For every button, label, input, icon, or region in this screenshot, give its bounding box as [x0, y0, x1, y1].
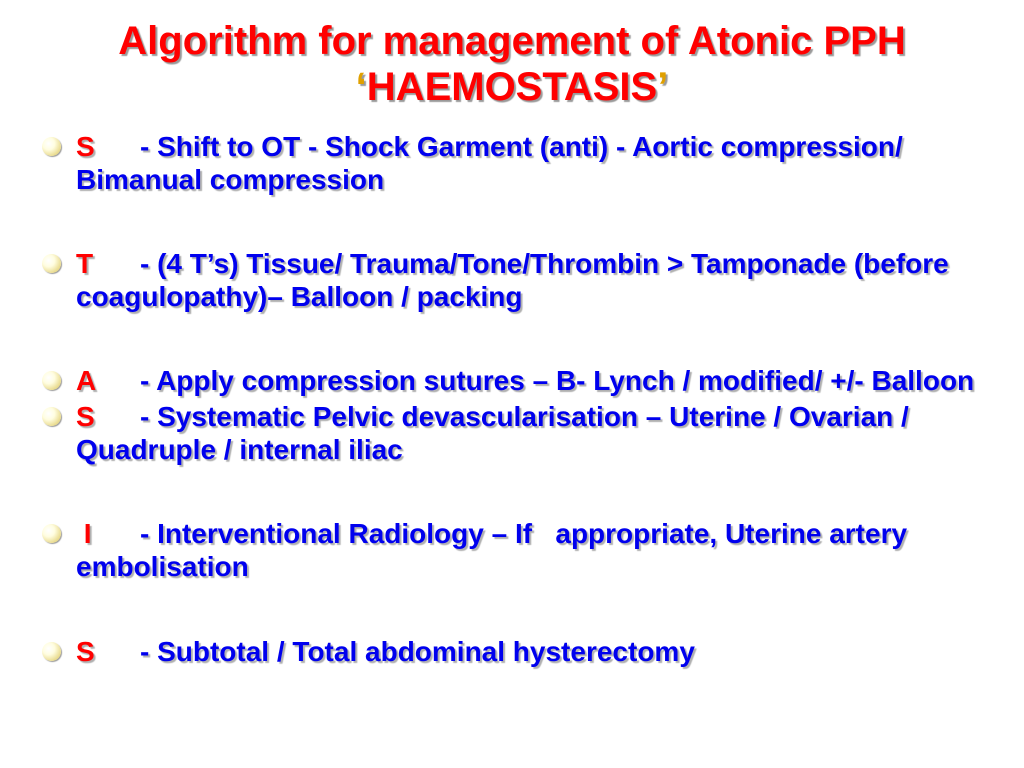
- bullet-letter: S: [76, 131, 95, 162]
- bullet-list: [42, 130, 982, 668]
- bullet-item-tamponade: [42, 247, 982, 313]
- bullet-text: - Systematic Pelvic devascularisation – Uterine / Ovarian / Quadruple / internal iliac: [76, 401, 909, 465]
- bullet-letter: A: [76, 365, 97, 396]
- bullet-text: - Apply compression sutures – B- Lynch / modified/ +/- Balloon: [140, 365, 975, 396]
- title-line-1: Algorithm for management of Atonic PPH: [118, 19, 906, 63]
- bullet-dot-icon: [42, 371, 61, 390]
- bullet-text: - (4 T’s) Tissue/ Trauma/Tone/Thrombin > Tamponade (before coagulopathy)– Balloon / packing: [76, 248, 949, 312]
- slide-title: [0, 18, 1024, 110]
- bullet-item-hysterectomy: [42, 635, 982, 668]
- bullet-text: - Shift to OT - Shock Garment (anti) - Aortic compression/ Bimanual compression: [76, 131, 903, 195]
- title-haemostasis: HAEMOSTASIS: [366, 65, 658, 109]
- bullet-dot-icon: [42, 407, 61, 426]
- bullet-letter: I: [76, 518, 92, 549]
- bullet-dot-icon: [42, 642, 61, 661]
- bullet-letter: S: [76, 636, 95, 667]
- bullet-dot-icon: [42, 254, 61, 273]
- bullet-item-shift: [42, 130, 982, 196]
- bullet-dot-icon: [42, 137, 61, 156]
- bullet-letter: T: [76, 248, 94, 279]
- title-quote-open: ‘: [355, 65, 367, 109]
- bullet-text: - Subtotal / Total abdominal hysterectomy: [140, 636, 695, 667]
- bullet-item-devascularisation: [42, 400, 982, 466]
- title-quote-close: ’: [657, 65, 669, 109]
- bullet-item-interventional-radiology: [42, 517, 982, 583]
- bullet-text: - Interventional Radiology – If appropriate, Uterine artery embolisation: [76, 518, 915, 582]
- title-line-2: [0, 64, 1024, 110]
- bullet-dot-icon: [42, 524, 61, 543]
- bullet-letter: S: [76, 401, 95, 432]
- bullet-item-apply-sutures: [42, 364, 982, 397]
